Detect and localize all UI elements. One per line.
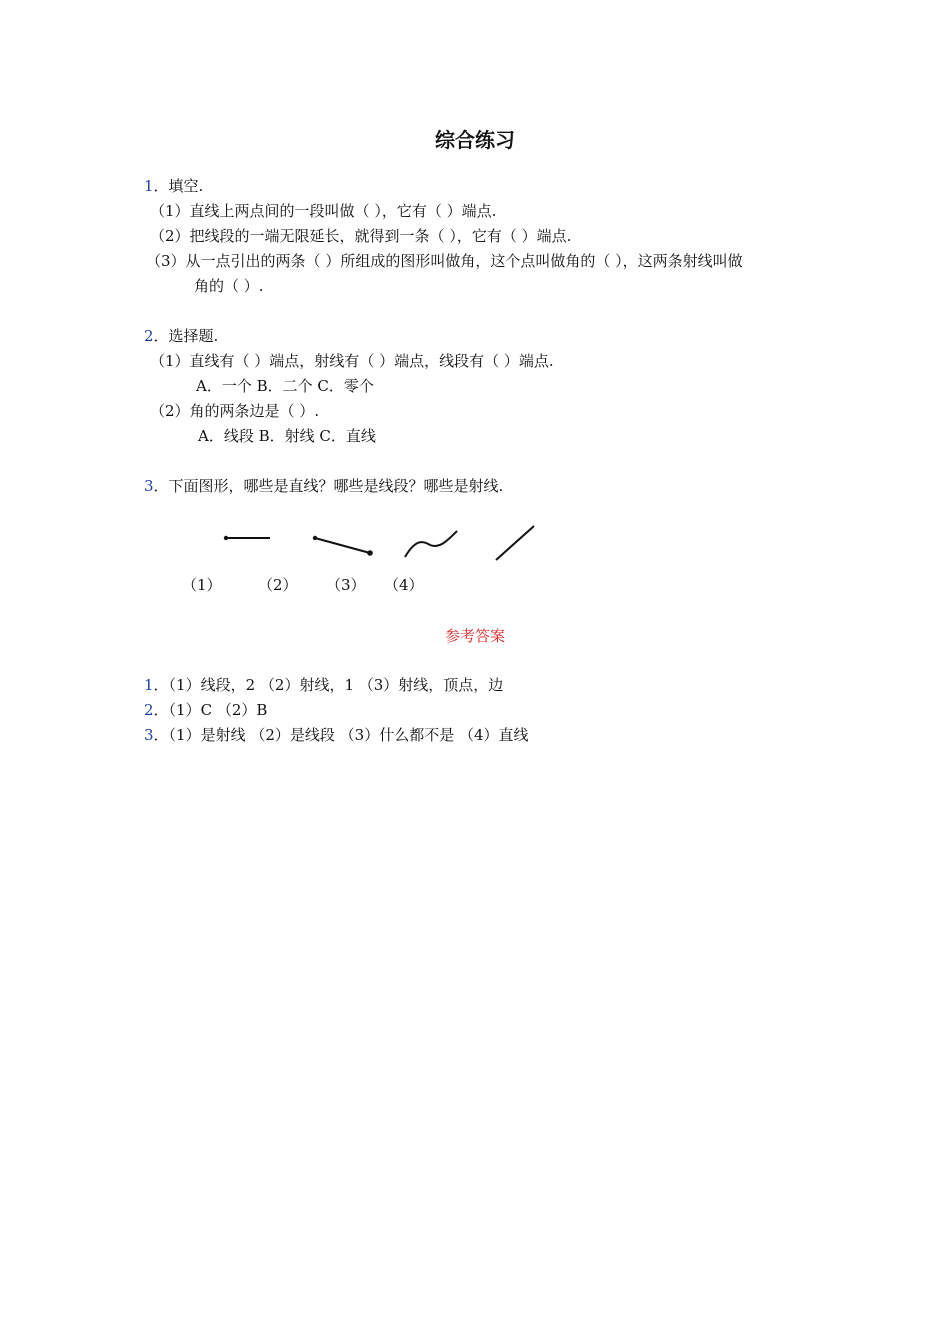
figure-1-line-segment	[224, 536, 270, 540]
q2-options-1: A．一个 B．二个 C．零个	[196, 377, 374, 395]
q2-options-2: A．线段 B．射线 C．直线	[198, 427, 376, 445]
answer-3-number: 3	[144, 726, 154, 744]
figure-label-3: （3）	[326, 576, 366, 594]
answer-1-number: 1	[144, 676, 154, 694]
answer-2-number: 2	[144, 701, 154, 719]
q3-text: ．下面图形，哪些是直线？哪些是线段？哪些是射线.	[153, 477, 504, 495]
figure-label-1: （1）	[182, 576, 222, 594]
q2-item-2: （2）角的两条边是（ ）.	[150, 402, 320, 420]
q1-text: ．填空.	[153, 177, 204, 195]
q2-text: ．选择题.	[153, 327, 219, 345]
q1-item-2: （2）把线段的一端无限延长，就得到一条（ ），它有（ ）端点.	[150, 227, 572, 245]
q2-number: 2	[144, 327, 154, 345]
q2-item-1: （1）直线有（ ）端点，射线有（ ）端点，线段有（ ）端点.	[150, 352, 554, 370]
figure-label-4: （4）	[384, 576, 424, 594]
answer-3	[144, 725, 529, 745]
answer-1	[144, 675, 503, 695]
q1-item-4: 角的（ ）.	[194, 277, 264, 295]
answer-2-text: ．（1）C （2）B	[153, 701, 268, 719]
q1-number: 1	[144, 177, 154, 195]
figure-4-straight-line	[496, 526, 534, 560]
figure-2-ray	[313, 536, 373, 556]
answer-2	[144, 700, 267, 720]
q1-item-1: （1）直线上两点间的一段叫做（ ），它有（ ）端点.	[150, 202, 497, 220]
answers-title: 参考答案	[444, 627, 505, 645]
figure-label-2: （2）	[258, 576, 298, 594]
answer-1-text: ．（1）线段，2 （2）射线，1 （3）射线，顶点，边	[153, 676, 504, 694]
figure-3-curve	[405, 531, 457, 557]
answer-3-text: ．（1）是射线 （2）是线段 （3）什么都不是 （4）直线	[153, 726, 529, 744]
q3-number: 3	[144, 477, 154, 495]
q1-item-3: （3）从一点引出的两条（ ）所组成的图形叫做角，这个点叫做角的（ ），这两条射线叫做	[146, 252, 743, 270]
page-title: 综合练习	[435, 128, 515, 152]
